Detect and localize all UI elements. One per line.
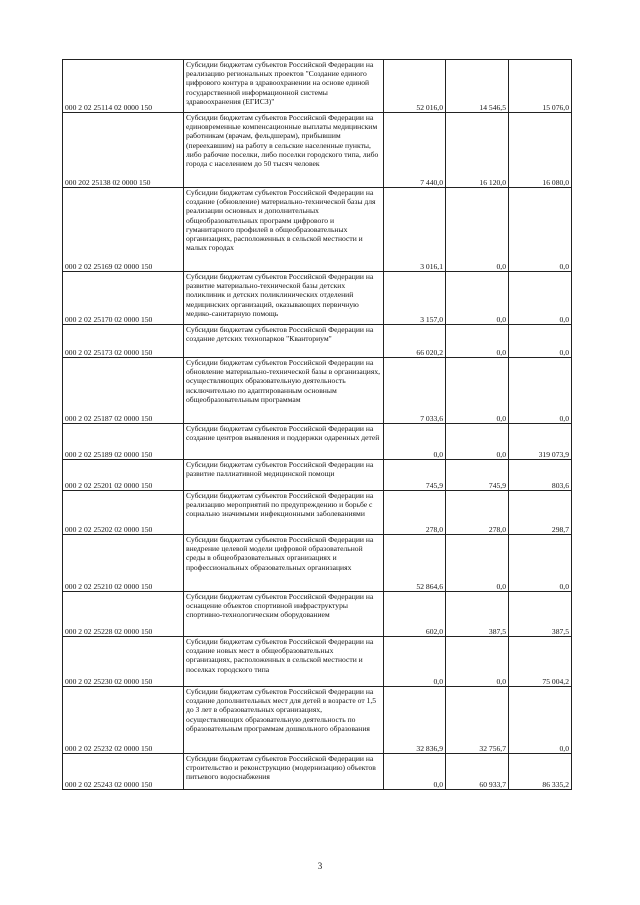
table-row: [63, 460, 572, 491]
year2-amount-cell: 0,0: [446, 188, 509, 272]
budget-code-cell: 000 2 02 25170 02 0000 150: [63, 272, 184, 325]
table-row: [63, 113, 572, 188]
table-row: [63, 637, 572, 687]
year3-amount-cell: 86 335,2: [509, 754, 572, 790]
table-row: [63, 60, 572, 113]
description-cell: Субсидии бюджетам субъектов Российской Федерации на создание новых мест в общеобразовательных организациях, расположенных в сельской местности и поселках городского типа: [184, 637, 384, 687]
table-row: [63, 188, 572, 272]
year1-amount-cell: 278,0: [384, 491, 446, 535]
year2-amount-cell: 0,0: [446, 325, 509, 358]
budget-code-cell: 000 2 02 25243 02 0000 150: [63, 754, 184, 790]
year1-amount-cell: 3 016,1: [384, 188, 446, 272]
year3-amount-cell: 0,0: [509, 325, 572, 358]
budget-code-cell: 000 202 25138 02 0000 150: [63, 113, 184, 188]
year2-amount-cell: 60 933,7: [446, 754, 509, 790]
year3-amount-cell: 0,0: [509, 535, 572, 592]
budget-table-body: [63, 60, 572, 790]
year2-amount-cell: 0,0: [446, 272, 509, 325]
table-row: [63, 424, 572, 460]
year2-amount-cell: 32 756,7: [446, 687, 509, 754]
year1-amount-cell: 52 016,0: [384, 60, 446, 113]
description-cell: Субсидии бюджетам субъектов Российской Федерации на развитие материально-технической базы детских поликлиник и детских поликлинических отделений медицинских организаций, оказывающих первичную медико-санитарную помощь: [184, 272, 384, 325]
budget-code-cell: 000 2 02 25201 02 0000 150: [63, 460, 184, 491]
year1-amount-cell: 0,0: [384, 754, 446, 790]
description-cell: Субсидии бюджетам субъектов Российской Федерации на создание детских технопарков "Кванториум": [184, 325, 384, 358]
budget-code-cell: 000 2 02 25114 02 0000 150: [63, 60, 184, 113]
year1-amount-cell: 0,0: [384, 424, 446, 460]
year3-amount-cell: 0,0: [509, 272, 572, 325]
description-cell: Субсидии бюджетам субъектов Российской Федерации на развитие паллиативной медицинской помощи: [184, 460, 384, 491]
description-cell: Субсидии бюджетам субъектов Российской Федерации на обновление материально-технической базы в организациях, осуществляющих образовательную деятельность исключительно по адаптированным основным общеобразовательным программам: [184, 358, 384, 424]
year1-amount-cell: 0,0: [384, 637, 446, 687]
description-cell: Субсидии бюджетам субъектов Российской Федерации на реализацию региональных проектов "Создание единого цифрового контура в здравоохранении на основе единой государственной информационной системы здравоохранения (ЕГИСЗ)": [184, 60, 384, 113]
description-cell: Субсидии бюджетам субъектов Российской Федерации на строительство и реконструкцию (модернизацию) объектов питьевого водоснабжения: [184, 754, 384, 790]
budget-code-cell: 000 2 02 25232 02 0000 150: [63, 687, 184, 754]
description-cell: Субсидии бюджетам субъектов Российской Федерации на оснащение объектов спортивной инфраструктуры спортивно-технологическим оборудованием: [184, 592, 384, 637]
table-row: [63, 491, 572, 535]
table-row: [63, 592, 572, 637]
year2-amount-cell: 16 120,0: [446, 113, 509, 188]
year1-amount-cell: 7 033,6: [384, 358, 446, 424]
year2-amount-cell: 745,9: [446, 460, 509, 491]
description-cell: Субсидии бюджетам субъектов Российской Федерации на создание центров выявления и поддержки одаренных детей: [184, 424, 384, 460]
table-row: [63, 687, 572, 754]
year3-amount-cell: 0,0: [509, 687, 572, 754]
budget-code-cell: 000 2 02 25169 02 0000 150: [63, 188, 184, 272]
table-row: [63, 754, 572, 790]
year3-amount-cell: 16 080,0: [509, 113, 572, 188]
description-cell: Субсидии бюджетам субъектов Российской Федерации на внедрение целевой модели цифровой образовательной среды в общеобразовательных организациях и профессиональных образовательных организациях: [184, 535, 384, 592]
description-cell: Субсидии бюджетам субъектов Российской Федерации на создание (обновление) материально-технической базы для реализации основных и дополнительных общеобразовательных программ цифрового и гуманитарного профилей в общеобразовательных организациях, расположенных в сельской местности и малых городах: [184, 188, 384, 272]
year2-amount-cell: 387,5: [446, 592, 509, 637]
year1-amount-cell: 66 020,2: [384, 325, 446, 358]
year1-amount-cell: 52 864,6: [384, 535, 446, 592]
year2-amount-cell: 0,0: [446, 424, 509, 460]
year1-amount-cell: 7 440,0: [384, 113, 446, 188]
table-row: [63, 358, 572, 424]
budget-code-cell: 000 2 02 25210 02 0000 150: [63, 535, 184, 592]
description-cell: Субсидии бюджетам субъектов Российской Федерации на создание дополнительных мест для детей в возрасте от 1,5 до 3 лет в образовательных организациях, осуществляющих образовательную деятельность по образовательным программам дошкольного образования: [184, 687, 384, 754]
budget-code-cell: 000 2 02 25228 02 0000 150: [63, 592, 184, 637]
year2-amount-cell: 0,0: [446, 535, 509, 592]
description-cell: Субсидии бюджетам субъектов Российской Федерации на реализацию мероприятий по предупреждению и борьбе с социально значимыми инфекционными заболеваниями: [184, 491, 384, 535]
year2-amount-cell: 0,0: [446, 637, 509, 687]
year2-amount-cell: 278,0: [446, 491, 509, 535]
table-row: [63, 325, 572, 358]
budget-code-cell: 000 2 02 25230 02 0000 150: [63, 637, 184, 687]
description-cell: Субсидии бюджетам субъектов Российской Федерации на единовременные компенсационные выплаты медицинским работникам (врачам, фельдшерам), прибывшим (переехавшим) на работу в сельские населенные пункты, либо рабочие поселки, либо поселки городского типа, либо города с населением до 50 тысяч человек: [184, 113, 384, 188]
page-number: 3: [317, 861, 323, 871]
year1-amount-cell: 3 157,0: [384, 272, 446, 325]
year3-amount-cell: 803,6: [509, 460, 572, 491]
budget-code-cell: 000 2 02 25187 02 0000 150: [63, 358, 184, 424]
table-row: [63, 535, 572, 592]
budget-code-cell: 000 2 02 25202 02 0000 150: [63, 491, 184, 535]
year3-amount-cell: 15 076,0: [509, 60, 572, 113]
year3-amount-cell: 75 004,2: [509, 637, 572, 687]
year3-amount-cell: 387,5: [509, 592, 572, 637]
year3-amount-cell: 298,7: [509, 491, 572, 535]
year2-amount-cell: 14 546,5: [446, 60, 509, 113]
budget-code-cell: 000 2 02 25189 02 0000 150: [63, 424, 184, 460]
year1-amount-cell: 745,9: [384, 460, 446, 491]
table-row: [63, 272, 572, 325]
year3-amount-cell: 0,0: [509, 188, 572, 272]
year2-amount-cell: 0,0: [446, 358, 509, 424]
budget-table: [62, 59, 572, 790]
year1-amount-cell: 602,0: [384, 592, 446, 637]
year1-amount-cell: 32 836,9: [384, 687, 446, 754]
year3-amount-cell: 0,0: [509, 358, 572, 424]
budget-code-cell: 000 2 02 25173 02 0000 150: [63, 325, 184, 358]
year3-amount-cell: 319 073,9: [509, 424, 572, 460]
